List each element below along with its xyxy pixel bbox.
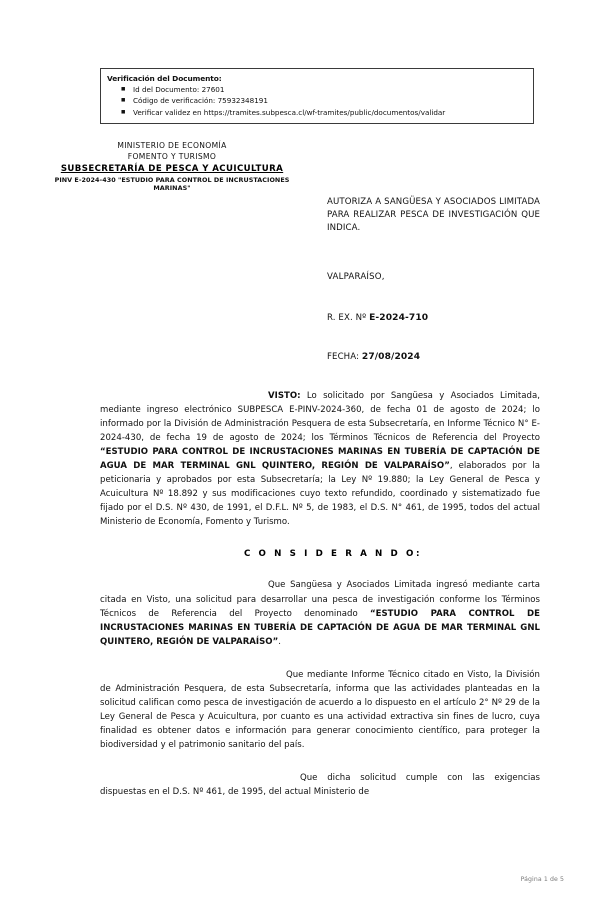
considerando-p1-text-2: . — [278, 636, 281, 647]
ministry-line-1: MINISTERIO DE ECONOMÍA — [117, 141, 227, 150]
paragraph-considerando-2: Que mediante Informe Técnico citado en Visto, la División de Administración Pesquera, de esta Subsecretaría, informa que las actividades planteadas en la solicitud califican como pesca de investigación de acuerdo a lo dispuesto en el artículo 2° Nº 29 de la Ley General de Pesca y Acuicultura, por cuanto es una actividad extractiva sin fines de lucro, cuya finalidad es obtener datos e información para generar conocimiento científico, para proteger la biodiversidad y el patrimonio sanitario del país. — [100, 669, 540, 750]
visto-heading: VISTO: — [268, 391, 301, 401]
ministry-header — [22, 141, 322, 193]
paragraph-considerando-1 — [100, 578, 540, 648]
document-body — [100, 389, 540, 799]
visto-project-title: “ESTUDIO PARA CONTROL DE INCRUSTACIONES MARINAS EN TUBERÍA DE CAPTACIÓN DE AGUA DE MAR TERMINAL GNL QUINTERO, REGIÓN DE VALPARAÍSO” — [100, 447, 540, 472]
ministry-line-2: FOMENTO Y TURISMO — [127, 151, 217, 161]
paragraph-considerando-3: Que dicha solicitud cumple con las exigencias dispuestas en el D.S. Nº 461, de 1995, del actual Ministerio de — [100, 772, 540, 798]
considerando-heading-wrap — [100, 529, 540, 559]
project-reference-line: PINV E-2024-430 "ESTUDIO PARA CONTROL DE INCRUSTACIONES MARINAS" — [54, 175, 290, 193]
resolution-date-value: 27/08/2024 — [361, 352, 421, 362]
visto-text-2: , elaborados por la peticionaria y aprobados por esta Subsecretaría; la Ley Nº 19.880; la Ley General de Pesca y Acuicultura Nº 18.892 y sus modificaciones cuyo texto refundido, coordinado y sistematizado fue fijado por el D.S. Nº 430, de 1991, el D.F.L. Nº 5, de 1983, el D.S. N° 461, de 1995, todos del actual Ministerio de Economía, Fomento y Turismo. — [100, 461, 540, 528]
paragraph-visto — [100, 389, 540, 529]
verification-item-document-id: ■ Id del Documento: 27601 — [133, 84, 527, 95]
verification-title: Verificación del Documento: — [107, 74, 222, 83]
resolution-date — [327, 352, 540, 362]
resolution-number-value: E-2024-710 — [369, 313, 429, 323]
considerando-heading: C O N S I D E R A N D O: — [243, 549, 423, 560]
verification-box — [100, 68, 534, 124]
resolution-number-label: R. EX. Nº — [327, 313, 370, 323]
page-footer: Página 1 de 5 — [520, 876, 564, 883]
considerando-p1-project-title: “ESTUDIO PARA CONTROL DE INCRUSTACIONES MARINAS EN TUBERÍA DE CAPTACIÓN DE AGUA DE MAR TERMINAL GNL QUINTERO, REGIÓN DE VALPARAÍSO” — [100, 608, 540, 647]
visto-text-1: Lo solicitado por Sangüesa y Asociados Limitada, mediante ingreso electrónico SUBPESCA E-PINV-2024-360, de fecha 01 de agosto de 2024; lo informado por la División de Administración Pesquera de esta Subsecretaría, en Informe Técnico N° E-2024-430, de fecha 19 de agosto de 2024; los Términos Técnicos de Referencia del Proyecto — [100, 391, 540, 444]
resolution-number — [327, 313, 540, 323]
resolution-city: VALPARAÍSO, — [327, 272, 385, 282]
considerando-p1-text-1: Que Sangüesa y Asociados Limitada ingresó mediante carta citada en Visto, una solicitud para desarrollar una pesca de investigación conforme los Términos Técnicos de Referencia del Proyecto denominado — [100, 580, 540, 619]
subsecretaria-title: SUBSECRETARÍA DE PESCA Y ACUICULTURA — [60, 163, 284, 174]
verification-item-url: ■ Verificar validez en https://tramites.subpesca.cl/wf-tramites/public/documentos/validar — [133, 107, 527, 118]
verification-item-code: ■ Código de verificación: 75932348191 — [133, 95, 527, 106]
resolution-date-label: FECHA: — [327, 352, 362, 362]
resolution-subject: AUTORIZA A SANGÜESA Y ASOCIADOS LIMITADA PARA REALIZAR PESCA DE INVESTIGACIÓN QUE INDICA. — [327, 197, 540, 234]
verification-list — [107, 84, 527, 118]
